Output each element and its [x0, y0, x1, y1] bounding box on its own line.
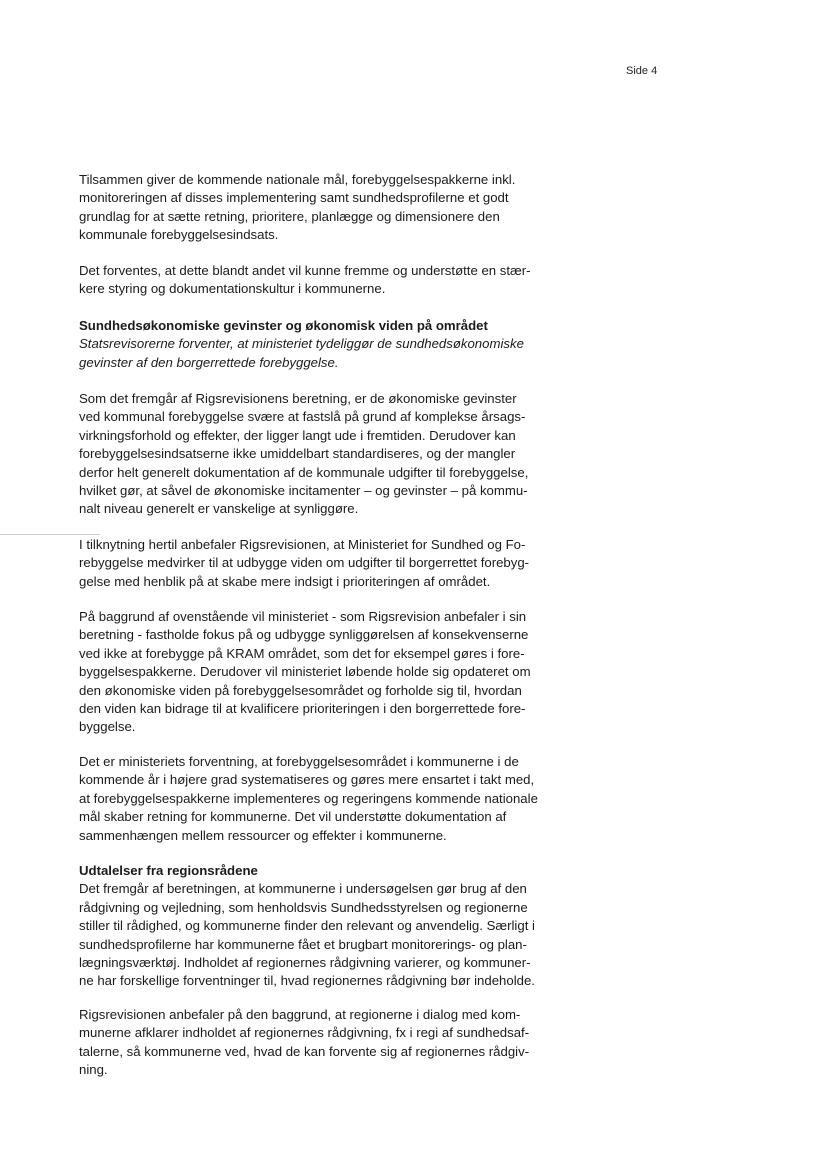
text-line: sundhedsprofilerne har kommunerne fået et brugbart monitorerings- og plan-: [79, 936, 527, 952]
text-line: Det forventes, at dette blandt andet vil kunne fremme og understøtte en stær-: [79, 263, 531, 278]
page-number: Side 4: [626, 65, 658, 77]
text-line: Det fremgår af beretningen, at kommunerne i undersøgelsen gør brug af den: [79, 881, 527, 897]
text-line: beretning - fastholde fokus på og udbygge synliggørelsen af konsekvenserne: [79, 627, 529, 643]
paragraph-regional-advice: [79, 1006, 579, 1080]
text-line: På baggrund af ovenstående vil ministeriet - som Rigsrevision anbefaler i sin: [79, 609, 527, 624]
text-line: munerne afklarer indholdet af regionernes rådgivning, fx i regi af sundhedsaf-: [79, 1025, 530, 1041]
paragraph-recommendation: [79, 536, 579, 591]
section-heading: Udtalelser fra regionsrådene: [79, 863, 258, 878]
text-line: sammenhængen mellem ressourcer og effekter i kommunerne.: [79, 827, 447, 843]
section-health-economics: [79, 317, 579, 372]
paragraph-economic-gains: [79, 390, 579, 519]
text-line: grundlag for at sætte retning, prioritere, planlægge og dimensionere den: [79, 208, 500, 224]
text-line: byggelse.: [79, 719, 136, 735]
text-line: Tilsammen giver de kommende nationale mål, forebyggelsespakkerne inkl.: [79, 172, 516, 187]
paragraph-expectation: [79, 262, 579, 299]
text-line: gelse med henblik på at skabe mere indsigt i prioriteringen af området.: [79, 573, 491, 589]
text-line: hvilket gør, at såvel de økonomiske incitamenter – og gevinster – på kommu-: [79, 483, 528, 499]
scan-artifact-line: [0, 534, 100, 535]
text-line: I tilknytning hertil anbefaler Rigsrevisionen, at Ministeriet for Sundhed og Fo-: [79, 537, 526, 552]
text-line: den økonomiske viden på forebyggelsesområdet og forholde sig til, hvordan: [79, 682, 522, 698]
text-line: at forebyggelsespakkerne implementeres og regeringens kommende nationale: [79, 790, 538, 806]
text-line: ning.: [79, 1062, 108, 1078]
text-line: rådgivning og vejledning, som henholdsvis Sundhedsstyrelsen og regionerne: [79, 899, 528, 915]
text-line: talerne, så kommunerne ved, hvad de kan forvente sig af regionernes rådgiv-: [79, 1043, 530, 1059]
text-line: ne har forskellige forventninger til, hvad regionernes rådgivning bør indeholde.: [79, 973, 535, 989]
text-line: mål skaber retning for kommunerne. Det vil understøtte dokumentation af: [79, 809, 507, 825]
text-line: byggelsespakkerne. Derudover vil ministeriet løbende holde sig opdateret om: [79, 664, 531, 680]
text-line: den viden kan bidrage til at kvalificere prioriteringen i den borgerrettede fore-: [79, 701, 526, 717]
text-line: stiller til rådighed, og kommunerne finder den relevant og anvendelig. Særligt i: [79, 918, 535, 934]
section-heading: Sundhedsøkonomiske gevinster og økonomisk viden på området: [79, 318, 488, 333]
text-line: rebyggelse medvirker til at udbygge viden om udgifter til borgerrettet forebyg-: [79, 555, 530, 571]
paragraph-ministry-focus: [79, 608, 579, 737]
text-line: kommunale forebyggelsesindsats.: [79, 227, 279, 243]
paragraph-ministry-expectation: [79, 753, 579, 845]
text-line: forebyggelsesindsatserne ikke umiddelbart standardiseres, og der mangler: [79, 446, 516, 462]
text-line: virkningsforhold og effekter, der ligger langt ude i fremtiden. Derudover kan: [79, 427, 516, 443]
text-line: kere styring og dokumentationskultur i kommunerne.: [79, 281, 386, 297]
text-line: Som det fremgår af Rigsrevisionens beretning, er de økonomiske gevinster: [79, 391, 517, 406]
text-line: Rigsrevisionen anbefaler på den baggrund, at regionerne i dialog med kom-: [79, 1007, 521, 1022]
section-regional-statements: [79, 862, 579, 991]
text-line: derfor helt generelt dokumentation af de kommunale udgifter til forebyggelse,: [79, 464, 529, 480]
quote-line: gevinster af den borgerrettede forebyggelse.: [79, 354, 339, 370]
text-line: ved kommunal forebyggelse svære at fastslå på grund af komplekse årsags-: [79, 409, 526, 425]
quote-line: Statsrevisorerne forventer, at ministeriet tydeliggør de sundhedsøkonomiske: [79, 336, 524, 352]
text-line: lægningsværktøj. Indholdet af regionernes rådgivning varierer, og kommuner-: [79, 955, 531, 971]
text-line: nalt niveau generelt er vanskelige at synliggøre.: [79, 501, 359, 517]
text-line: monitoreringen af disses implementering samt sundhedsprofilerne et godt: [79, 190, 509, 206]
text-line: kommende år i højere grad systematiseres og gøres mere ensartet i takt med,: [79, 772, 535, 788]
paragraph-goals-summary: [79, 171, 579, 245]
text-line: Det er ministeriets forventning, at forebyggelsesområdet i kommunerne i de: [79, 754, 519, 769]
text-line: ved ikke at forebygge på KRAM området, som det for eksempel gøres i fore-: [79, 645, 525, 661]
